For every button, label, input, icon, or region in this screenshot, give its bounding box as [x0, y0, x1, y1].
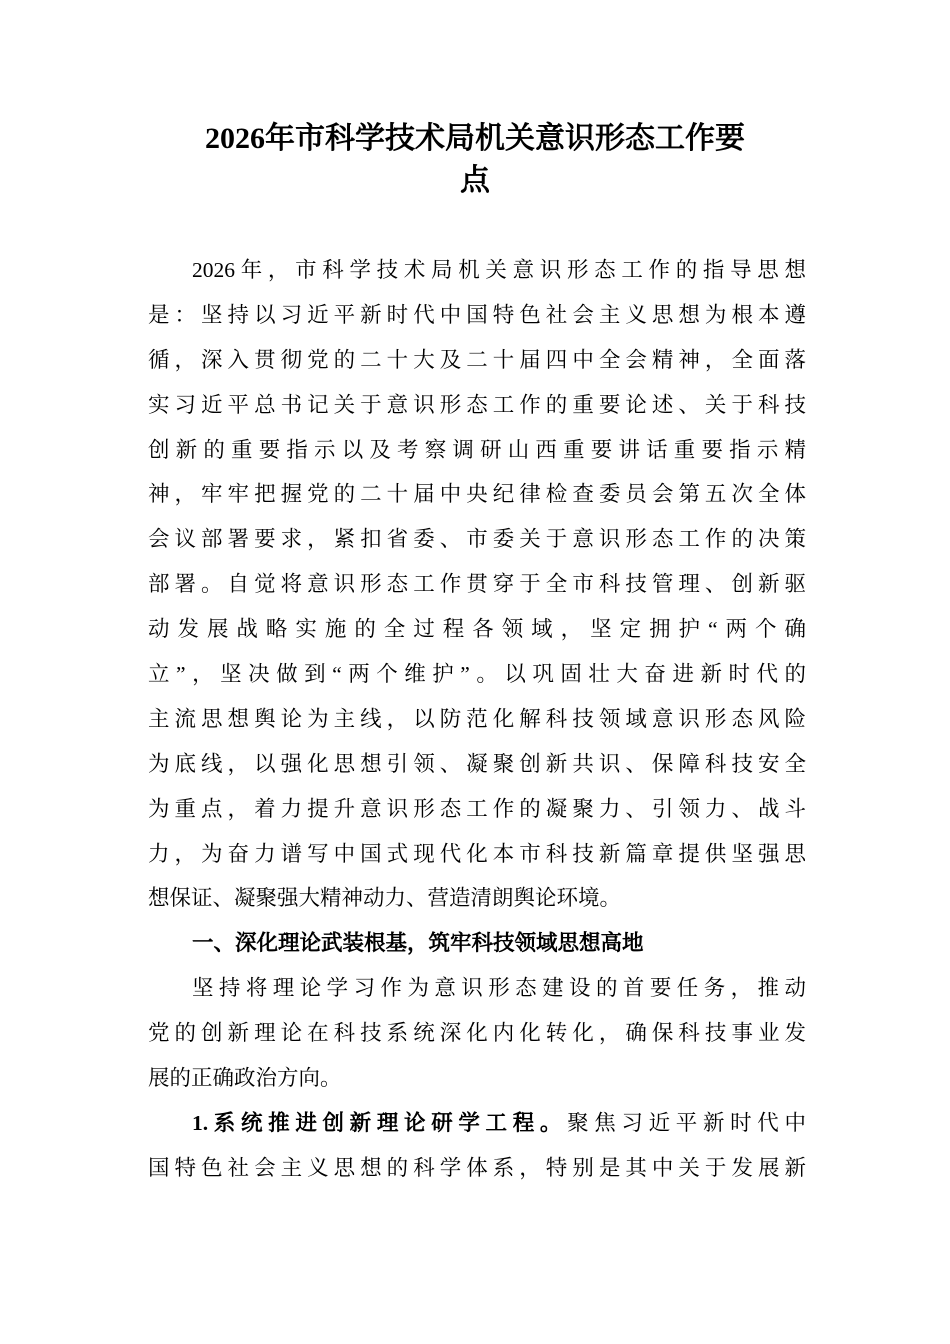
document-body	[148, 248, 806, 1191]
text-line: 部署。自觉将意识形态工作贯穿于全市科技管理、创新驱	[148, 572, 806, 597]
item-paragraph	[148, 1101, 806, 1191]
document-title	[140, 118, 810, 202]
text-line: 实习近平总书记关于意识形态工作的重要论述、关于科技	[148, 392, 806, 417]
text-line: 党的创新理论在科技系统深化内化转化，确保科技事业发	[148, 1021, 806, 1046]
text-line: 2026年，市科学技术局机关意识形态工作的指导思想	[192, 258, 806, 282]
section-paragraph	[148, 966, 806, 1101]
text-line: 想保证、凝聚强大精神动力、营造清朗舆论环境。	[148, 886, 622, 911]
text-line: 为重点，着力提升意识形态工作的凝聚力、引领力、战斗	[148, 796, 806, 821]
text-line: 动发展战略实施的全过程各领域，坚定拥护“两个确	[148, 617, 806, 642]
text-line: 神，牢牢把握党的二十届中央纪律检查委员会第五次全体	[148, 482, 806, 507]
text-line: 循，深入贯彻党的二十大及二十届四中全会精神，全面落	[148, 347, 806, 372]
item-title: 1.系统推进创新理论研学工程。	[192, 1110, 568, 1135]
intro-paragraph	[148, 248, 806, 921]
text-line: 为底线，以强化思想引领、凝聚创新共识、保障科技安全	[148, 751, 806, 776]
section-heading: 一、深化理论武装根基，筑牢科技领域思想高地	[192, 931, 644, 956]
text-line: 主流思想舆论为主线，以防范化解科技领域意识形态风险	[148, 706, 806, 731]
text-line: 国特色社会主义思想的科学体系，特别是其中关于发展新	[148, 1155, 806, 1180]
title-line-2: 点	[460, 164, 490, 197]
text-line: 坚持将理论学习作为意识形态建设的首要任务，推动	[192, 976, 806, 1001]
text-line	[148, 1101, 806, 1146]
text-line: 展的正确政治方向。	[148, 1066, 342, 1091]
text-line: 创新的重要指示以及考察调研山西重要讲话重要指示精	[148, 437, 806, 462]
title-line-1: 2026年市科学技术局机关意识形态工作要	[205, 122, 745, 155]
item-text: 聚焦习近平新时代中	[567, 1110, 806, 1135]
text-line: 是：坚持以习近平新时代中国特色社会主义思想为根本遵	[148, 302, 806, 327]
text-line: 会议部署要求，紧扣省委、市委关于意识形态工作的决策	[148, 527, 806, 552]
text-line: 立”，坚决做到“两个维护”。以巩固壮大奋进新时代的	[148, 662, 806, 687]
text-line: 力，为奋力谱写中国式现代化本市科技新篇章提供坚强思	[148, 841, 806, 866]
